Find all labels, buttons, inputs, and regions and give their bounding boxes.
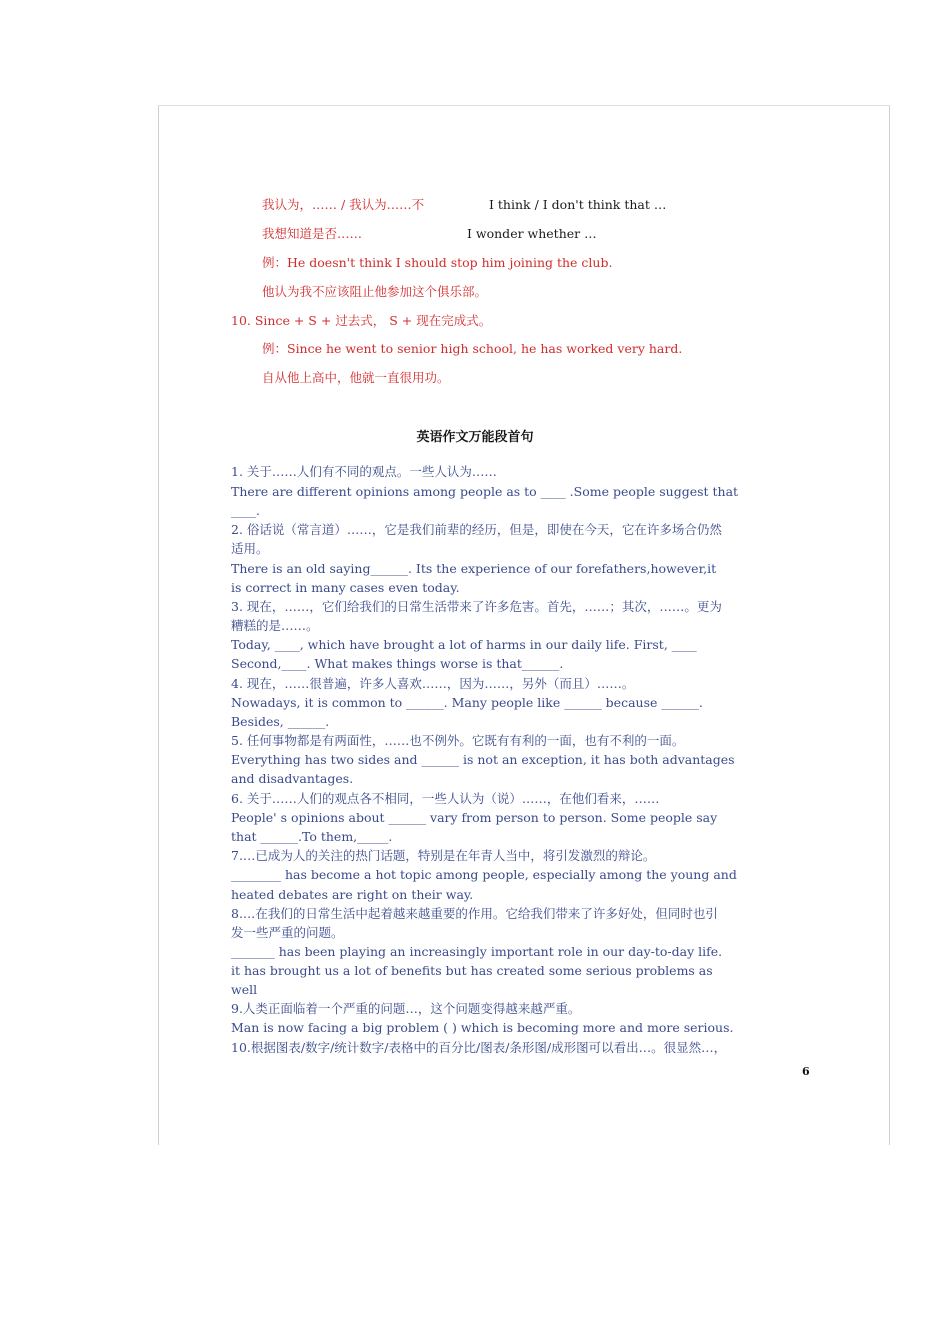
item-line: _______ has been playing an increasingly important role in our day-to-day life. xyxy=(231,944,723,959)
item-line: ________ has become a hot topic among people, especially among the young and xyxy=(231,867,737,882)
item-line: Man is now facing a big problem ( ) which is becoming more and more serious. xyxy=(231,1020,734,1035)
item-line: Today, ____, which have brought a lot of harms in our daily life. First, ____ xyxy=(231,637,697,652)
item-line: 8.…在我们的日常生活中起着越来越重要的作用。它给我们带来了许多好处，但同时也引 xyxy=(231,906,718,921)
item-line: 适用。 xyxy=(231,541,269,556)
phrase-i-think-en: I think / I don't think that … xyxy=(489,197,667,212)
item-line: 5. 任何事物都是有两面性，……也不例外。它既有有利的一面，也有不利的一面。 xyxy=(231,733,685,748)
item-line: well xyxy=(231,982,258,997)
item-line: ____. xyxy=(231,503,260,518)
item-line: 6. 关于……人们的观点各不相同，一些人认为（说）……，在他们看来，…… xyxy=(231,791,660,806)
item-line: 3. 现在，……，它们给我们的日常生活带来了许多危害。首先，……；其次，……。更为 xyxy=(231,599,722,614)
item-line: People' s opinions about ______ vary from person to person. Some people say xyxy=(231,810,718,825)
item-line: Second,____. What makes things worse is that______. xyxy=(231,656,564,671)
item-line: 7.…已成为人的关注的热门话题，特别是在年青人当中，将引发激烈的辩论。 xyxy=(231,848,656,863)
item-line: and disadvantages. xyxy=(231,771,354,786)
phrase-i-wonder-cn: 我想知道是否…… xyxy=(262,226,363,241)
item-line: is correct in many cases even today. xyxy=(231,580,460,595)
since-example-en: 例：Since he went to senior high school, he has worked very hard. xyxy=(262,341,683,356)
item-line: that ______.To them,_____. xyxy=(231,829,393,844)
item-line: Everything has two sides and ______ is not an exception, it has both advantages xyxy=(231,752,735,767)
item-line: There are different opinions among people as to ____ .Some people suggest that xyxy=(231,484,739,499)
example-en: 例：He doesn't think I should stop him joining the club. xyxy=(262,255,613,270)
item-line: 9.人类正面临着一个严重的问题…，这个问题变得越来越严重。 xyxy=(231,1001,581,1016)
item-line: 1. 关于……人们有不同的观点。一些人认为…… xyxy=(231,464,497,479)
phrase-i-wonder-en: I wonder whether … xyxy=(467,226,597,241)
item-line: heated debates are right on their way. xyxy=(231,887,474,902)
item-line: 4. 现在，……很普遍，许多人喜欢……，因为……，另外（而且）……。 xyxy=(231,676,635,691)
phrase-i-think-cn: 我认为，…… / 我认为……不 xyxy=(262,197,425,212)
item-line: There is an old saying______. Its the experience of our forefathers,however,it xyxy=(231,561,717,576)
example-cn: 他认为我不应该阻止他参加这个俱乐部。 xyxy=(262,284,488,299)
section-title: 英语作文万能段首句 xyxy=(416,430,534,445)
item-line: it has brought us a lot of benefits but has created some serious problems as xyxy=(231,963,713,978)
item-line: Nowadays, it is common to ______. Many people like ______ because ______. xyxy=(231,695,703,710)
page-number: 6 xyxy=(802,1065,810,1078)
since-example-cn: 自从他上高中，他就一直很用功。 xyxy=(262,370,450,385)
rule-since: 10. Since + S + 过去式， S + 现在完成式。 xyxy=(231,313,492,328)
item-line: 发一些严重的问题。 xyxy=(231,925,344,940)
item-line: Besides, ______. xyxy=(231,714,330,729)
item-line: 糟糕的是……。 xyxy=(231,618,319,633)
item-line: 10.根据图表/数字/统计数字/表格中的百分比/图表/条形图/成形图可以看出…。很显然…， xyxy=(231,1040,727,1055)
item-line: 2. 俗话说（常言道）……，它是我们前辈的经历，但是，即使在今天，它在许多场合仍然 xyxy=(231,522,722,537)
